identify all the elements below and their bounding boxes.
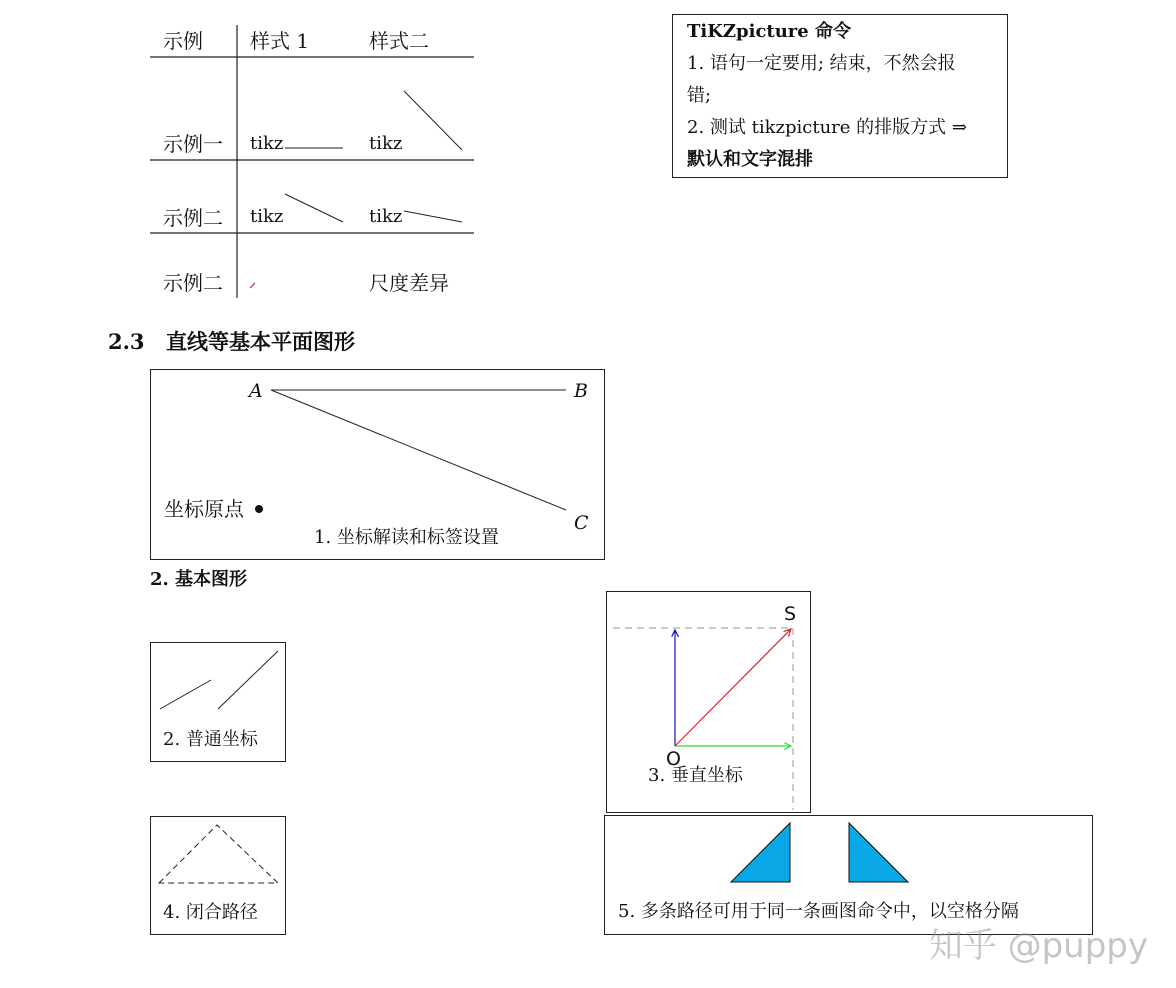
fig1-origin-label: 坐标原点 (164, 497, 244, 521)
note-line1b: 错; (687, 85, 712, 106)
table-header-style2: 样式二 (369, 29, 429, 53)
table-row3-style2: 尺度差异 (369, 271, 449, 295)
figure-coordinates-labels (150, 369, 605, 560)
table-row1-label: 示例一 (163, 132, 223, 156)
figure-normal-coordinates (150, 642, 286, 762)
fig1-label-b: B (574, 380, 588, 402)
table-row2-style1: tikz (250, 206, 284, 227)
table-row1-style1: tikz (250, 133, 284, 154)
fig4-caption: 4. 闭合路径 (163, 902, 258, 923)
fig1-label-c: C (574, 512, 589, 534)
table-row2-label: 示例二 (163, 206, 223, 230)
fig3-label-s: S (784, 603, 797, 625)
figure-multiple-paths (604, 815, 1093, 935)
table-header-example: 示例 (163, 29, 203, 53)
subheading-basic-shapes: 2. 基本图形 (150, 569, 248, 590)
note-line1: 1. 语句一定要用; 结束，不然会报 (687, 53, 956, 74)
section-title: 直线等基本平面图形 (166, 329, 355, 354)
table-row1-style2: tikz (369, 133, 403, 154)
fig3-caption: 3. 垂直坐标 (648, 765, 743, 786)
table-header-style1: 样式 1 (250, 29, 310, 53)
note-line2: 2. 测试 tikzpicture 的排版方式 ⇒ (687, 117, 967, 138)
section-number: 2.3 (108, 329, 145, 354)
figure-perpendicular-coordinates (606, 591, 811, 813)
note-line2b: 默认和文字混排 (687, 149, 813, 170)
fig1-label-a: A (249, 380, 263, 402)
note-title: TiKZpicture 命令 (687, 21, 852, 42)
figure-closed-path (150, 816, 286, 935)
fig5-caption: 5. 多条路径可用于同一条画图命令中，以空格分隔 (618, 901, 1019, 922)
tikzpicture-note-box (672, 14, 1008, 178)
fig2-caption: 2. 普通坐标 (163, 729, 258, 750)
table-row2-style2: tikz (369, 206, 403, 227)
zhihu-watermark: 知乎 @puppy (928, 926, 1148, 966)
table-row3-label: 示例二 (163, 271, 223, 295)
fig1-caption: 1. 坐标解读和标签设置 (314, 527, 499, 548)
fig3-label-o: O (666, 748, 681, 770)
